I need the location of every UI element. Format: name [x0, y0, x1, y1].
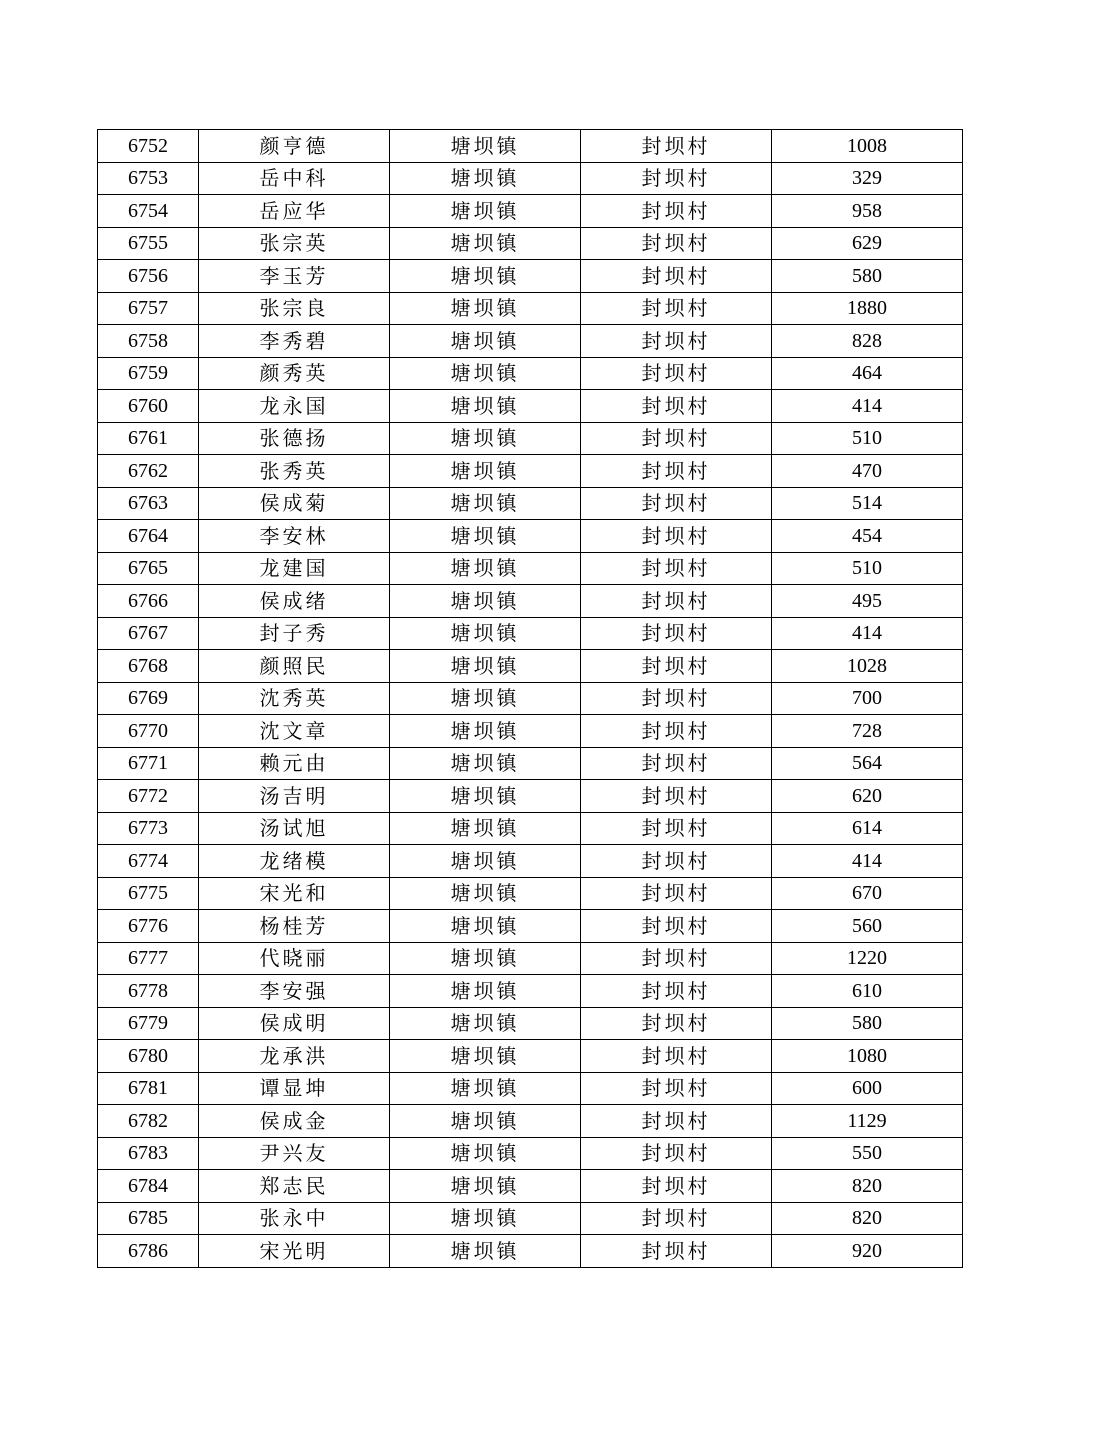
amount-cell: 550 — [772, 1137, 963, 1170]
village-cell: 封坝村 — [581, 650, 772, 683]
town-cell: 塘坝镇 — [390, 1137, 581, 1170]
amount-cell: 580 — [772, 260, 963, 293]
serial-number-cell: 6754 — [98, 195, 199, 228]
amount-cell: 610 — [772, 975, 963, 1008]
amount-cell: 414 — [772, 617, 963, 650]
name-cell: 张宗英 — [199, 227, 390, 260]
amount-cell: 600 — [772, 1072, 963, 1105]
amount-cell: 1129 — [772, 1105, 963, 1138]
town-cell: 塘坝镇 — [390, 227, 581, 260]
town-cell: 塘坝镇 — [390, 877, 581, 910]
serial-number-cell: 6777 — [98, 942, 199, 975]
name-cell: 李秀碧 — [199, 325, 390, 358]
serial-number-cell: 6780 — [98, 1040, 199, 1073]
village-cell: 封坝村 — [581, 780, 772, 813]
serial-number-cell: 6781 — [98, 1072, 199, 1105]
table-row — [98, 1007, 963, 1040]
table-row — [98, 650, 963, 683]
table-row — [98, 1202, 963, 1235]
amount-cell: 629 — [772, 227, 963, 260]
amount-cell: 414 — [772, 390, 963, 423]
serial-number-cell: 6768 — [98, 650, 199, 683]
amount-cell: 510 — [772, 552, 963, 585]
town-cell: 塘坝镇 — [390, 325, 581, 358]
name-cell: 侯成金 — [199, 1105, 390, 1138]
town-cell: 塘坝镇 — [390, 1235, 581, 1268]
table-row — [98, 325, 963, 358]
name-cell: 李安林 — [199, 520, 390, 553]
town-cell: 塘坝镇 — [390, 260, 581, 293]
town-cell: 塘坝镇 — [390, 195, 581, 228]
table-row — [98, 877, 963, 910]
town-cell: 塘坝镇 — [390, 422, 581, 455]
village-cell: 封坝村 — [581, 357, 772, 390]
amount-cell: 614 — [772, 812, 963, 845]
town-cell: 塘坝镇 — [390, 617, 581, 650]
serial-number-cell: 6784 — [98, 1170, 199, 1203]
town-cell: 塘坝镇 — [390, 520, 581, 553]
table-row — [98, 195, 963, 228]
table-row — [98, 975, 963, 1008]
village-cell: 封坝村 — [581, 520, 772, 553]
serial-number-cell: 6778 — [98, 975, 199, 1008]
table-row — [98, 617, 963, 650]
table-row — [98, 1072, 963, 1105]
town-cell: 塘坝镇 — [390, 552, 581, 585]
serial-number-cell: 6774 — [98, 845, 199, 878]
table-row — [98, 1040, 963, 1073]
serial-number-cell: 6763 — [98, 487, 199, 520]
town-cell: 塘坝镇 — [390, 1105, 581, 1138]
name-cell: 龙永国 — [199, 390, 390, 423]
amount-cell: 620 — [772, 780, 963, 813]
name-cell: 侯成绪 — [199, 585, 390, 618]
name-cell: 汤试旭 — [199, 812, 390, 845]
serial-number-cell: 6752 — [98, 130, 199, 163]
table-row — [98, 260, 963, 293]
name-cell: 沈秀英 — [199, 682, 390, 715]
name-cell: 沈文章 — [199, 715, 390, 748]
town-cell: 塘坝镇 — [390, 942, 581, 975]
table-row — [98, 227, 963, 260]
serial-number-cell: 6770 — [98, 715, 199, 748]
serial-number-cell: 6765 — [98, 552, 199, 585]
village-cell: 封坝村 — [581, 715, 772, 748]
serial-number-cell: 6756 — [98, 260, 199, 293]
serial-number-cell: 6783 — [98, 1137, 199, 1170]
name-cell: 张德扬 — [199, 422, 390, 455]
town-cell: 塘坝镇 — [390, 780, 581, 813]
village-cell: 封坝村 — [581, 1170, 772, 1203]
village-cell: 封坝村 — [581, 195, 772, 228]
name-cell: 颜亨德 — [199, 130, 390, 163]
table-row — [98, 682, 963, 715]
amount-cell: 1220 — [772, 942, 963, 975]
town-cell: 塘坝镇 — [390, 650, 581, 683]
town-cell: 塘坝镇 — [390, 715, 581, 748]
name-cell: 封子秀 — [199, 617, 390, 650]
name-cell: 张永中 — [199, 1202, 390, 1235]
table-row — [98, 130, 963, 163]
town-cell: 塘坝镇 — [390, 747, 581, 780]
town-cell: 塘坝镇 — [390, 845, 581, 878]
name-cell: 龙绪模 — [199, 845, 390, 878]
name-cell: 颜照民 — [199, 650, 390, 683]
amount-cell: 728 — [772, 715, 963, 748]
table-row — [98, 520, 963, 553]
serial-number-cell: 6775 — [98, 877, 199, 910]
serial-number-cell: 6776 — [98, 910, 199, 943]
village-cell: 封坝村 — [581, 682, 772, 715]
amount-cell: 670 — [772, 877, 963, 910]
amount-cell: 514 — [772, 487, 963, 520]
village-cell: 封坝村 — [581, 455, 772, 488]
table-row — [98, 942, 963, 975]
amount-cell: 820 — [772, 1170, 963, 1203]
village-cell: 封坝村 — [581, 390, 772, 423]
town-cell: 塘坝镇 — [390, 390, 581, 423]
data-table — [97, 129, 963, 1268]
name-cell: 宋光明 — [199, 1235, 390, 1268]
table-row — [98, 845, 963, 878]
table-row — [98, 910, 963, 943]
name-cell: 杨桂芳 — [199, 910, 390, 943]
amount-cell: 464 — [772, 357, 963, 390]
village-cell: 封坝村 — [581, 942, 772, 975]
serial-number-cell: 6757 — [98, 292, 199, 325]
table-row — [98, 747, 963, 780]
serial-number-cell: 6759 — [98, 357, 199, 390]
amount-cell: 700 — [772, 682, 963, 715]
town-cell: 塘坝镇 — [390, 585, 581, 618]
village-cell: 封坝村 — [581, 1235, 772, 1268]
town-cell: 塘坝镇 — [390, 812, 581, 845]
name-cell: 张秀英 — [199, 455, 390, 488]
serial-number-cell: 6760 — [98, 390, 199, 423]
serial-number-cell: 6785 — [98, 1202, 199, 1235]
serial-number-cell: 6761 — [98, 422, 199, 455]
table-row — [98, 162, 963, 195]
name-cell: 赖元由 — [199, 747, 390, 780]
village-cell: 封坝村 — [581, 130, 772, 163]
village-cell: 封坝村 — [581, 325, 772, 358]
name-cell: 龙承洪 — [199, 1040, 390, 1073]
serial-number-cell: 6769 — [98, 682, 199, 715]
serial-number-cell: 6766 — [98, 585, 199, 618]
name-cell: 岳中科 — [199, 162, 390, 195]
village-cell: 封坝村 — [581, 1137, 772, 1170]
table-row — [98, 715, 963, 748]
village-cell: 封坝村 — [581, 260, 772, 293]
village-cell: 封坝村 — [581, 747, 772, 780]
amount-cell: 564 — [772, 747, 963, 780]
town-cell: 塘坝镇 — [390, 357, 581, 390]
village-cell: 封坝村 — [581, 487, 772, 520]
amount-cell: 580 — [772, 1007, 963, 1040]
town-cell: 塘坝镇 — [390, 1202, 581, 1235]
table-row — [98, 812, 963, 845]
table-row — [98, 1235, 963, 1268]
town-cell: 塘坝镇 — [390, 1040, 581, 1073]
village-cell: 封坝村 — [581, 422, 772, 455]
amount-cell: 1008 — [772, 130, 963, 163]
table-row — [98, 455, 963, 488]
amount-cell: 560 — [772, 910, 963, 943]
amount-cell: 470 — [772, 455, 963, 488]
name-cell: 龙建国 — [199, 552, 390, 585]
amount-cell: 495 — [772, 585, 963, 618]
village-cell: 封坝村 — [581, 877, 772, 910]
amount-cell: 958 — [772, 195, 963, 228]
table-row — [98, 1105, 963, 1138]
table-body — [98, 130, 963, 1268]
town-cell: 塘坝镇 — [390, 975, 581, 1008]
village-cell: 封坝村 — [581, 975, 772, 1008]
name-cell: 代晓丽 — [199, 942, 390, 975]
name-cell: 侯成明 — [199, 1007, 390, 1040]
village-cell: 封坝村 — [581, 227, 772, 260]
table-row — [98, 292, 963, 325]
village-cell: 封坝村 — [581, 1007, 772, 1040]
serial-number-cell: 6772 — [98, 780, 199, 813]
serial-number-cell: 6773 — [98, 812, 199, 845]
table-row — [98, 1170, 963, 1203]
village-cell: 封坝村 — [581, 162, 772, 195]
village-cell: 封坝村 — [581, 1072, 772, 1105]
amount-cell: 920 — [772, 1235, 963, 1268]
town-cell: 塘坝镇 — [390, 1072, 581, 1105]
amount-cell: 1028 — [772, 650, 963, 683]
serial-number-cell: 6782 — [98, 1105, 199, 1138]
amount-cell: 1880 — [772, 292, 963, 325]
serial-number-cell: 6764 — [98, 520, 199, 553]
name-cell: 郑志民 — [199, 1170, 390, 1203]
amount-cell: 454 — [772, 520, 963, 553]
table-row — [98, 422, 963, 455]
table-row — [98, 552, 963, 585]
town-cell: 塘坝镇 — [390, 292, 581, 325]
amount-cell: 510 — [772, 422, 963, 455]
town-cell: 塘坝镇 — [390, 682, 581, 715]
table-row — [98, 487, 963, 520]
serial-number-cell: 6755 — [98, 227, 199, 260]
village-cell: 封坝村 — [581, 617, 772, 650]
name-cell: 侯成菊 — [199, 487, 390, 520]
village-cell: 封坝村 — [581, 585, 772, 618]
name-cell: 颜秀英 — [199, 357, 390, 390]
table-row — [98, 357, 963, 390]
serial-number-cell: 6762 — [98, 455, 199, 488]
amount-cell: 414 — [772, 845, 963, 878]
name-cell: 李安强 — [199, 975, 390, 1008]
name-cell: 谭显坤 — [199, 1072, 390, 1105]
table-row — [98, 585, 963, 618]
table-row — [98, 390, 963, 423]
village-cell: 封坝村 — [581, 812, 772, 845]
amount-cell: 1080 — [772, 1040, 963, 1073]
serial-number-cell: 6771 — [98, 747, 199, 780]
village-cell: 封坝村 — [581, 1040, 772, 1073]
town-cell: 塘坝镇 — [390, 1007, 581, 1040]
village-cell: 封坝村 — [581, 1202, 772, 1235]
name-cell: 宋光和 — [199, 877, 390, 910]
amount-cell: 329 — [772, 162, 963, 195]
name-cell: 尹兴友 — [199, 1137, 390, 1170]
town-cell: 塘坝镇 — [390, 130, 581, 163]
town-cell: 塘坝镇 — [390, 487, 581, 520]
table-row — [98, 1137, 963, 1170]
village-cell: 封坝村 — [581, 845, 772, 878]
town-cell: 塘坝镇 — [390, 910, 581, 943]
village-cell: 封坝村 — [581, 292, 772, 325]
village-cell: 封坝村 — [581, 910, 772, 943]
town-cell: 塘坝镇 — [390, 1170, 581, 1203]
serial-number-cell: 6779 — [98, 1007, 199, 1040]
serial-number-cell: 6786 — [98, 1235, 199, 1268]
name-cell: 李玉芳 — [199, 260, 390, 293]
village-cell: 封坝村 — [581, 1105, 772, 1138]
serial-number-cell: 6758 — [98, 325, 199, 358]
village-cell: 封坝村 — [581, 552, 772, 585]
amount-cell: 820 — [772, 1202, 963, 1235]
serial-number-cell: 6767 — [98, 617, 199, 650]
name-cell: 汤吉明 — [199, 780, 390, 813]
town-cell: 塘坝镇 — [390, 162, 581, 195]
name-cell: 张宗良 — [199, 292, 390, 325]
name-cell: 岳应华 — [199, 195, 390, 228]
table-row — [98, 780, 963, 813]
serial-number-cell: 6753 — [98, 162, 199, 195]
town-cell: 塘坝镇 — [390, 455, 581, 488]
amount-cell: 828 — [772, 325, 963, 358]
